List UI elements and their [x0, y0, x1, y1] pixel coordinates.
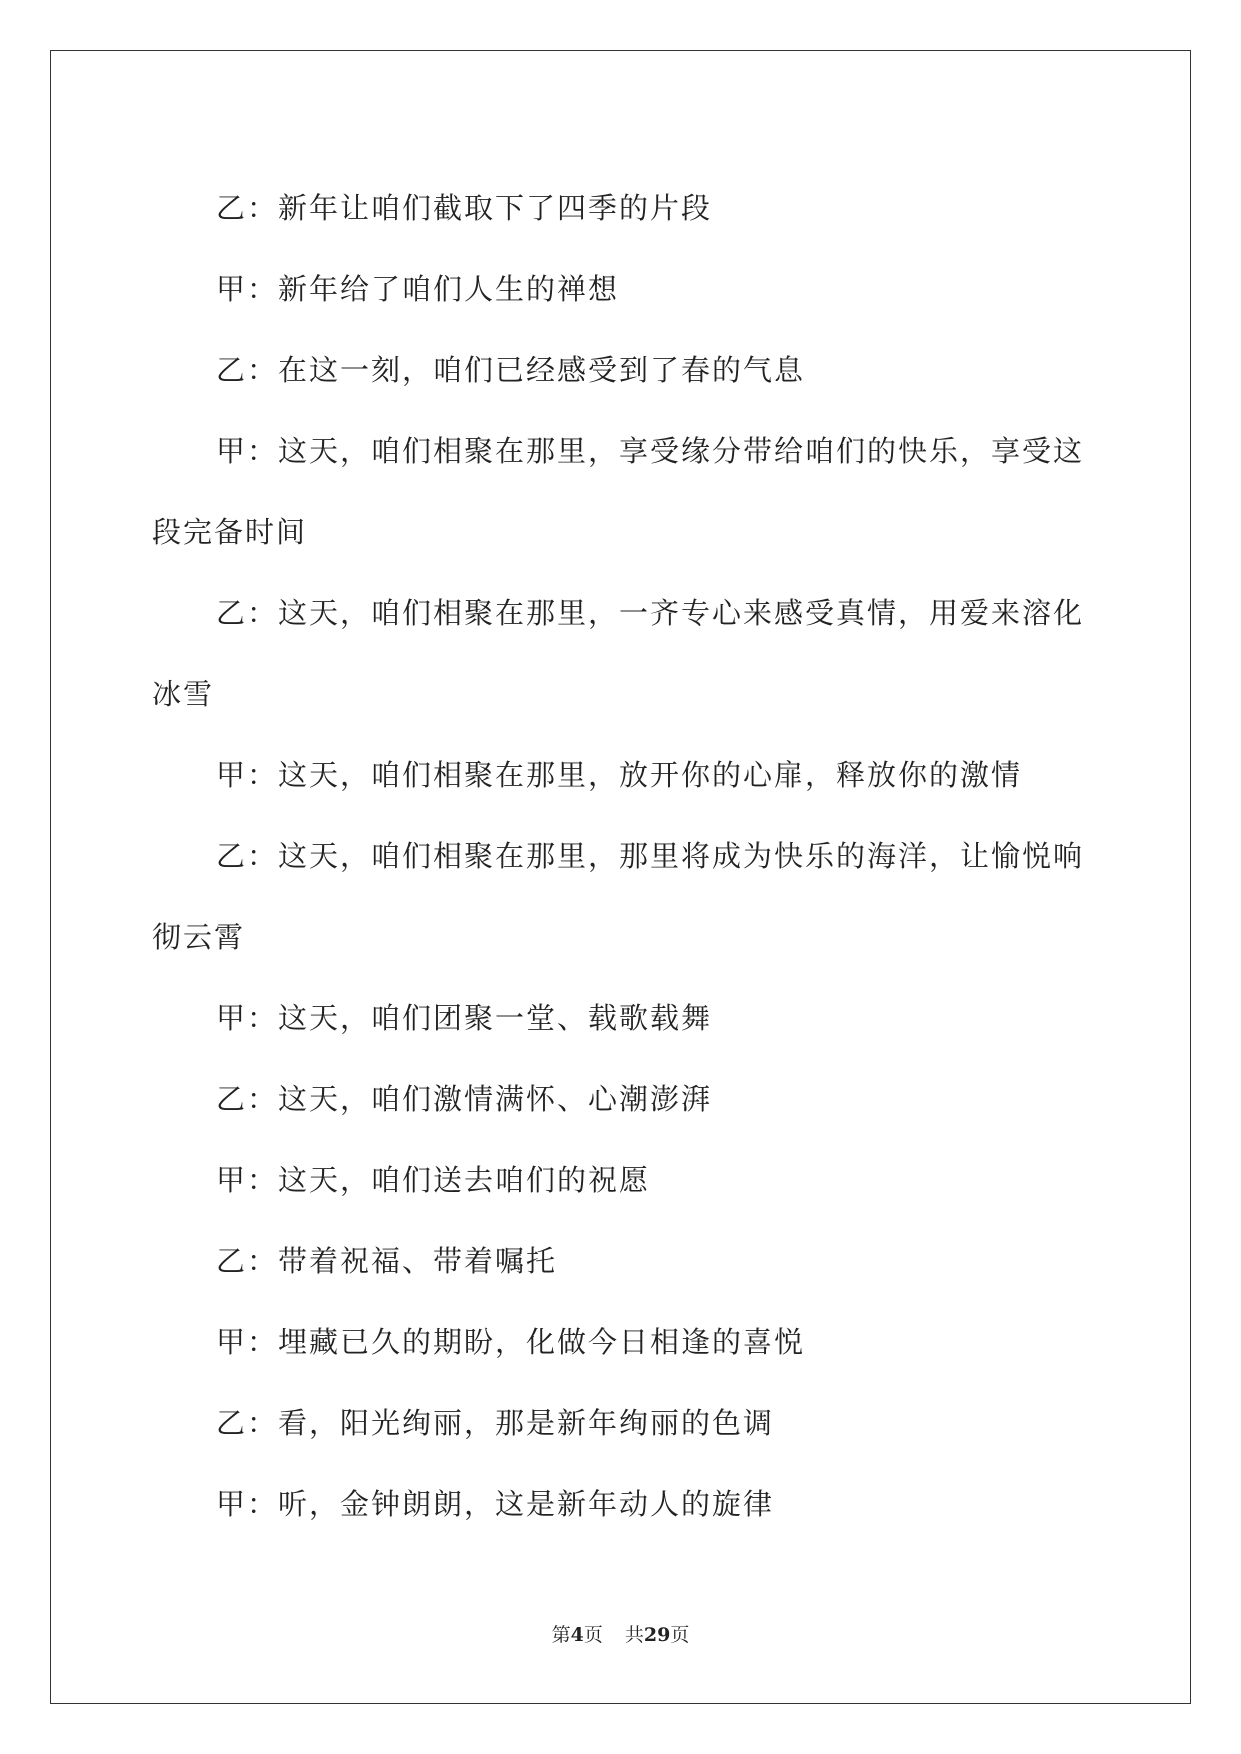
footer-page-prefix: 第	[551, 1624, 571, 1646]
dialogue-line-4: 甲：这天，咱们相聚在那里，享受缘分带给咱们的快乐，享受这段完备时间	[152, 434, 1085, 549]
dialogue-line-2: 甲：新年给了咱们人生的禅想	[216, 272, 620, 306]
dialogue-line-10: 甲：这天，咱们送去咱们的祝愿	[216, 1163, 651, 1197]
dialogue-line-5: 乙：这天，咱们相聚在那里，一齐专心来感受真情，用爱来溶化冰雪	[152, 596, 1085, 711]
footer-page-suffix: 页	[583, 1624, 603, 1646]
dialogue-line-13: 乙：看，阳光绚丽，那是新年绚丽的色调	[216, 1406, 775, 1440]
page-footer	[0, 1620, 1241, 1647]
dialogue-line-9: 乙：这天，咱们激情满怀、心潮澎湃	[216, 1082, 713, 1116]
document-body	[152, 168, 1087, 1545]
dialogue-line-12: 甲：埋藏已久的期盼，化做今日相逢的喜悦	[216, 1325, 806, 1359]
footer-page-number: 4	[570, 1624, 584, 1646]
dialogue-line-11: 乙：带着祝福、带着嘱托	[216, 1244, 558, 1278]
dialogue-line-8: 甲：这天，咱们团聚一堂、载歌载舞	[216, 1001, 713, 1035]
dialogue-line-6: 甲：这天，咱们相聚在那里，放开你的心扉，释放你的激情	[216, 758, 1023, 792]
dialogue-line-14: 甲：听，金钟朗朗，这是新年动人的旋律	[216, 1487, 775, 1521]
dialogue-line-3: 乙：在这一刻，咱们已经感受到了春的气息	[216, 353, 806, 387]
footer-total-pages: 29	[643, 1624, 671, 1646]
dialogue-line-1: 乙：新年让咱们截取下了四季的片段	[216, 191, 713, 225]
footer-total-suffix: 页	[670, 1624, 690, 1646]
dialogue-line-7: 乙：这天，咱们相聚在那里，那里将成为快乐的海洋，让愉悦响彻云霄	[152, 839, 1085, 954]
footer-total-prefix: 共	[624, 1624, 644, 1646]
